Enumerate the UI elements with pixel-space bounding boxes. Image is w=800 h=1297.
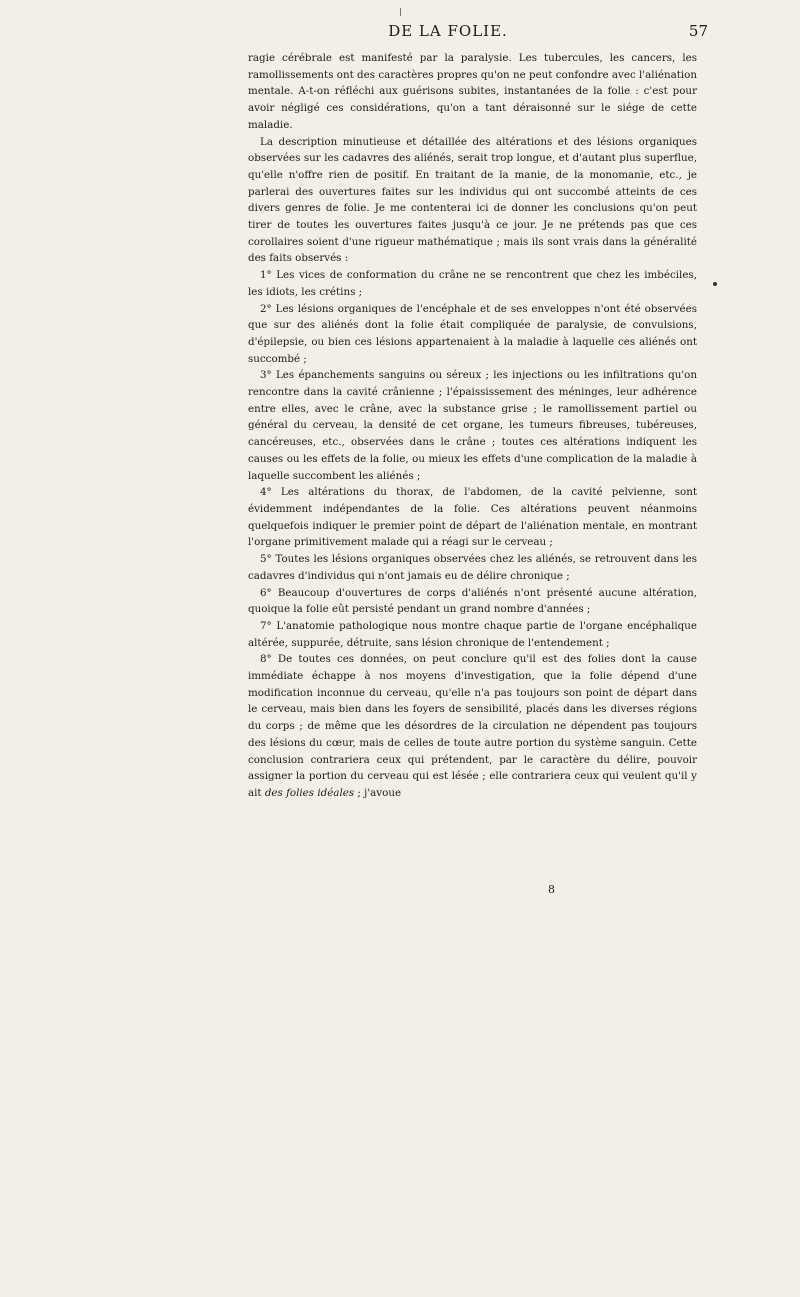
paragraph-point-5: 5° Toutes les lésions organiques observées chez les aliénés, se retrouvent dans les cadavres d'individus qui n'ont jamais eu de délire chronique ; (248, 553, 697, 582)
paragraph-point-3: 3° Les épanchements sanguins ou séreux ; les injections ou les infiltrations qu'on rencontre dans la cavité crânienne ; l'épaississement des méninges, leur adhérence entre elles, avec le crâne, avec la substance grise ; le ramollissement partiel ou général du cerveau, la densité de cet organe, les tumeurs fibreuses, tubéreuses, cancéreuses, etc., observées dans le crâne ; toutes ces altérations indiquent les causes ou les effets de la folie, ou mieux les effets d'une complication de la maladie à laquelle succombent les aliénés ; (248, 369, 697, 482)
paragraph-description: La description minutieuse et détaillée des altérations et des lésions organiques observées sur les cadavres des aliénés, serait trop longue, et d'autant plus superflue, qu'elle n'offre rien de positif. En traitant de la manie, de la monomanie, etc., je parlerai des ouvertures faites sur les individus qui ont succombé atteints de ces divers genres de folie. Je me contenterai ici de donner les conclusions qu'on peut tirer de toutes les ouvertures faites jusqu'à ce jour. Je ne prétends pas que ces corollaires soient d'une rigueur mathématique ; mais ils sont vrais dans la généralité des faits observés : (248, 135, 697, 265)
italic-phrase: des folies idéales (264, 786, 355, 799)
paragraph-point-1: 1° Les vices de conformation du crâne ne se rencontrent que chez les imbéciles, les idiots, les crétins ; (248, 269, 697, 298)
signature-mark: 8 (548, 883, 555, 896)
margin-tick (400, 8, 401, 16)
margin-dot (713, 282, 717, 286)
page-number: 57 (688, 22, 708, 40)
running-title: DE LA FOLIE. (388, 22, 508, 40)
paragraph-point-7: 7° L'anatomie pathologique nous montre chaque partie de l'organe encéphalique altérée, suppurée, détruite, sans lésion chronique de l'entendement ; (248, 619, 697, 649)
paragraph-point-8: 8° De toutes ces données, on peut conclure qu'il est des folies dont la cause immédiate échappe à nos moyens d'investigation, que la folie dépend d'une modification inconnue du cerveau, qu'elle n'a pas toujours son point de départ dans le cerveau, mais bien dans les foyers de sensibilité, placés dans les diverses régions du corps ; de même que les désordres de la circulation ne dépendent pas toujours des lésions du cœur, mais de celles de toute autre portion du système sanguin. Cette conclusion contrariera ceux qui prétendent, par le caractère du délire, pouvoir assigner la portion du cerveau qui est lésée ; elle contrariera ceux qui veulent qu'il y ait des folies idéales ; j'avoue (248, 653, 697, 799)
paragraph-intro: ragie cérébrale est manifesté par la paralysie. Les tubercules, les cancers, les ramollissements ont des caractères propres qu'on ne peut confondre avec l'aliénation mentale. A-t-on réfléchi aux guérisons subites, instantanées de la folie : c'est pour avoir négligé ces considérations, qu'on a tant déraisonné sur le siége de cette maladie. (248, 52, 697, 131)
body-text (248, 50, 697, 802)
paragraph-point-2: 2° Les lésions organiques de l'encéphale et de ses enveloppes n'ont été observées que sur des aliénés dont la folie était compliquée de paralysie, de convulsions, d'épilepsie, ou bien ces lésions appartenaient à la maladie à laquelle ces aliénés ont succombé ; (248, 302, 697, 365)
paragraph-point-4: 4° Les altérations du thorax, de l'abdomen, de la cavité pelvienne, sont évidemment indépendantes de la folie. Ces altérations peuvent néanmoins quelquefois indiquer le premier point de départ de l'aliénation mentale, en montrant l'organe primitivement malade qui a réagi sur le cerveau ; (248, 486, 697, 549)
paragraph-point-6: 6° Beaucoup d'ouvertures de corps d'aliénés n'ont présenté aucune altération, quoique la folie eût persisté pendant un grand nombre d'années ; (248, 586, 697, 616)
